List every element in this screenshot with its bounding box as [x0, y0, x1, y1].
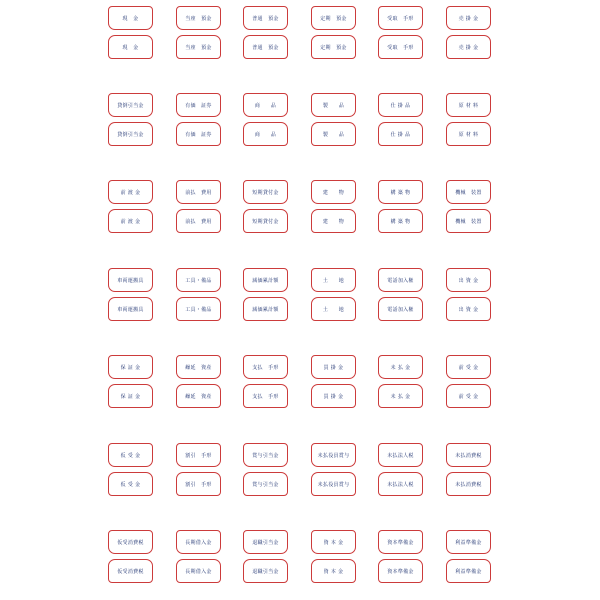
- account-label-bottom: 貸倒引当金: [108, 122, 153, 146]
- account-label-top: 資 本 金: [311, 530, 356, 554]
- account-label-top: 貸倒引当金: [108, 93, 153, 117]
- account-label-bottom: 建 物: [311, 209, 356, 233]
- label-row: [0, 180, 600, 250]
- account-label-top: 割引 手形: [176, 443, 221, 467]
- account-label-bottom: 前払 費用: [176, 209, 221, 233]
- account-label-top: 土 地: [311, 268, 356, 292]
- account-label-top: 現 金: [108, 6, 153, 30]
- account-label-bottom: 割引 手形: [176, 472, 221, 496]
- account-label-bottom: 受取 手形: [378, 35, 423, 59]
- label-row: [0, 530, 600, 600]
- account-label-top: 支払 手形: [243, 355, 288, 379]
- account-label-top: 減価累計額: [243, 268, 288, 292]
- account-label-top: 出 資 金: [446, 268, 491, 292]
- account-label-bottom: 工具・備品: [176, 297, 221, 321]
- account-label-top: 有価 証券: [176, 93, 221, 117]
- account-label-bottom: 製 品: [311, 122, 356, 146]
- account-label-bottom: 短期貸付金: [243, 209, 288, 233]
- account-label-bottom: 退職引当金: [243, 559, 288, 583]
- account-label-bottom: 賞与引当金: [243, 472, 288, 496]
- account-label-bottom: 出 資 金: [446, 297, 491, 321]
- account-label-bottom: 前 受 金: [446, 384, 491, 408]
- account-label-bottom: 減価累計額: [243, 297, 288, 321]
- account-label-top: 短期貸付金: [243, 180, 288, 204]
- account-label-top: 構 築 物: [378, 180, 423, 204]
- account-label-top: 普通 預金: [243, 6, 288, 30]
- account-label-bottom: 買 掛 金: [311, 384, 356, 408]
- account-label-top: 商 品: [243, 93, 288, 117]
- account-label-bottom: 資 本 金: [311, 559, 356, 583]
- account-label-top: 利益準備金: [446, 530, 491, 554]
- account-label-bottom: 有価 証券: [176, 122, 221, 146]
- account-label-top: 未払役員賞与: [311, 443, 356, 467]
- account-label-top: 工具・備品: [176, 268, 221, 292]
- account-label-top: 退職引当金: [243, 530, 288, 554]
- account-label-bottom: 現 金: [108, 35, 153, 59]
- account-label-bottom: 未払消費税: [446, 472, 491, 496]
- account-label-top: 前払 費用: [176, 180, 221, 204]
- account-label-bottom: 当座 預金: [176, 35, 221, 59]
- account-label-top: 長期借入金: [176, 530, 221, 554]
- account-label-bottom: 利益準備金: [446, 559, 491, 583]
- account-label-top: 前 渡 金: [108, 180, 153, 204]
- account-label-bottom: 保 証 金: [108, 384, 153, 408]
- account-label-bottom: 仮 受 金: [108, 472, 153, 496]
- label-row: [0, 93, 600, 163]
- label-row: [0, 6, 600, 76]
- account-label-bottom: 仕 掛 品: [378, 122, 423, 146]
- account-label-top: 建 物: [311, 180, 356, 204]
- account-label-top: 原 材 料: [446, 93, 491, 117]
- label-row: [0, 355, 600, 425]
- account-label-bottom: 車両運搬具: [108, 297, 153, 321]
- account-label-bottom: 構 築 物: [378, 209, 423, 233]
- account-label-bottom: 原 材 料: [446, 122, 491, 146]
- account-label-top: 保 証 金: [108, 355, 153, 379]
- label-row: [0, 268, 600, 338]
- account-label-bottom: 未払法人税: [378, 472, 423, 496]
- account-label-top: 未払法人税: [378, 443, 423, 467]
- account-label-bottom: 未 払 金: [378, 384, 423, 408]
- account-label-top: 定期 預金: [311, 6, 356, 30]
- account-label-bottom: 繰延 資産: [176, 384, 221, 408]
- account-label-top: 製 品: [311, 93, 356, 117]
- account-label-top: 売 掛 金: [446, 6, 491, 30]
- account-label-top: 繰延 資産: [176, 355, 221, 379]
- account-label-bottom: 売 掛 金: [446, 35, 491, 59]
- account-label-top: 受取 手形: [378, 6, 423, 30]
- account-label-top: 未 払 金: [378, 355, 423, 379]
- account-label-bottom: 仮受消費税: [108, 559, 153, 583]
- label-row: [0, 443, 600, 513]
- account-label-top: 仕 掛 品: [378, 93, 423, 117]
- account-label-bottom: 未払役員賞与: [311, 472, 356, 496]
- account-label-bottom: 定期 預金: [311, 35, 356, 59]
- account-label-top: 仮受消費税: [108, 530, 153, 554]
- account-label-top: 電話加入権: [378, 268, 423, 292]
- account-label-top: 当座 預金: [176, 6, 221, 30]
- account-label-top: 仮 受 金: [108, 443, 153, 467]
- account-label-bottom: 普通 預金: [243, 35, 288, 59]
- account-label-bottom: 電話加入権: [378, 297, 423, 321]
- account-label-top: 資本準備金: [378, 530, 423, 554]
- account-label-bottom: 長期借入金: [176, 559, 221, 583]
- account-label-top: 前 受 金: [446, 355, 491, 379]
- account-label-top: 車両運搬具: [108, 268, 153, 292]
- account-label-bottom: 機械 装置: [446, 209, 491, 233]
- account-label-top: 機械 装置: [446, 180, 491, 204]
- account-label-top: 買 掛 金: [311, 355, 356, 379]
- account-label-bottom: 支払 手形: [243, 384, 288, 408]
- account-label-top: 賞与引当金: [243, 443, 288, 467]
- account-label-bottom: 商 品: [243, 122, 288, 146]
- account-label-bottom: 土 地: [311, 297, 356, 321]
- account-label-bottom: 資本準備金: [378, 559, 423, 583]
- account-label-bottom: 前 渡 金: [108, 209, 153, 233]
- account-label-top: 未払消費税: [446, 443, 491, 467]
